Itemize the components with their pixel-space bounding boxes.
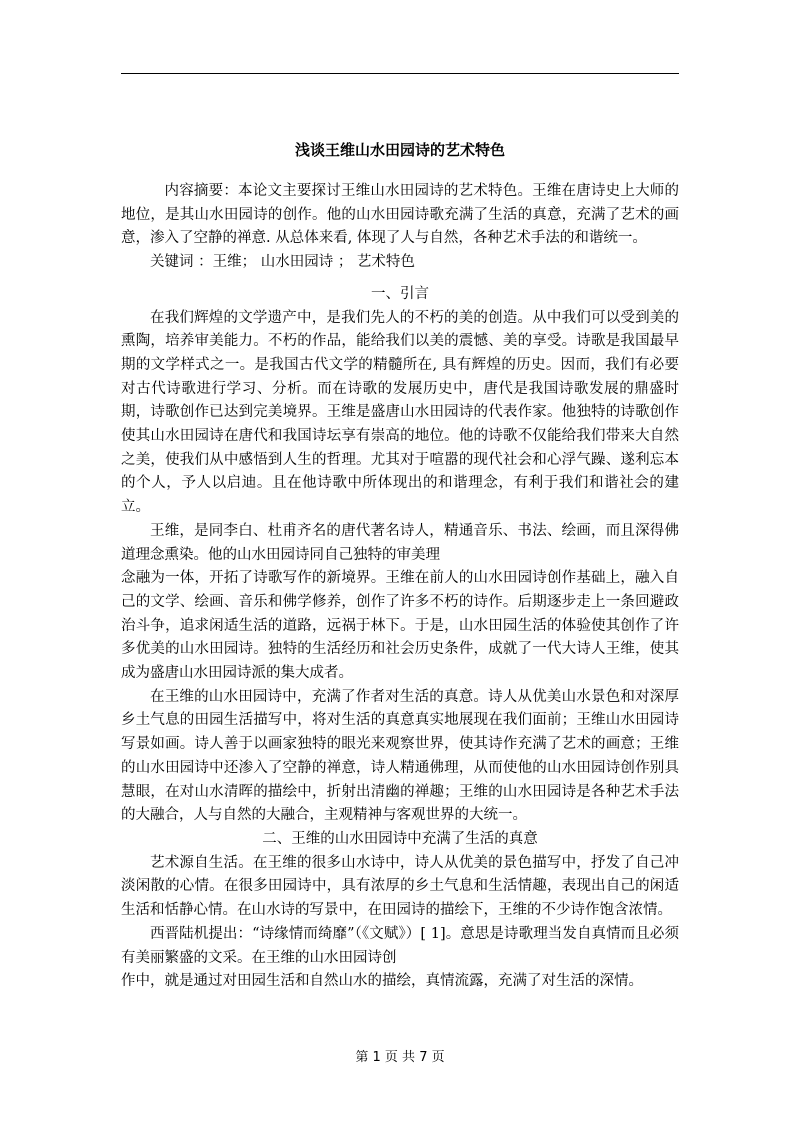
- intro-paragraph-2a: 王维，是同李白、杜甫齐名的唐代著名诗人，精通音乐、书法、绘画，而且深得佛道理念熏染。他的山水田园诗同自己独特的审美理: [121, 522, 679, 563]
- section-heading-introduction: 一、引言: [371, 285, 429, 302]
- section2-paragraph-1: 艺术源自生活。在王维的很多山水诗中，诗人从优美的景色描写中，抒发了自己冲淡闲散的心情。在很多田园诗中，具有浓厚的乡土气息和生活情趣，表现出自己的闲适生活和恬静心情。在山水诗的写景中，在田园诗的描绘下，王维的不少诗作饱含浓情。: [121, 854, 679, 919]
- keywords-line: 关键词 ：王维； 山水田园诗 ； 艺术特色: [150, 254, 415, 271]
- page-number-footer: 第 1 页 共 7 页: [355, 1050, 445, 1065]
- section-heading-two: 二、王维的山水田园诗中充满了生活的真意: [262, 830, 538, 847]
- document-body: [121, 180, 679, 994]
- document-title: 浅谈王维山水田园诗的艺术特色: [294, 141, 505, 159]
- intro-paragraph-2b: 念融为一体，开拓了诗歌写作的新境界。王维在前人的山水田园诗创作基础上，融入自己的文学、绘画、音乐和佛学修养，创作了许多不朽的诗作。后期逐步走上一条回避政治斗争，追求闲适生活的道路，远祸于林下。于是，山水田园生活的体验使其创作了许多优美的山水田园诗。独特的生活经历和社会历史条件，成就了一代大诗人王维，使其成为盛唐山水田园诗派的集大成者。: [121, 570, 679, 682]
- header-rule: [121, 73, 679, 74]
- abstract-paragraph: 内容摘要：本论文主要探讨王维山水田园诗的艺术特色。王维在唐诗史上大师的地位，是其山水田园诗的创作。他的山水田园诗歌充满了生活的真意，充满了艺术的画意，渗入了空静的禅意. 从总体来看, 体现了人与自然，各种艺术手法的和谐统一。: [121, 183, 679, 247]
- intro-paragraph-1: 在我们辉煌的文学遗产中，是我们先人的不朽的美的创造。从中我们可以受到美的熏陶，培养审美能力。不朽的作品，能给我们以美的震憾、美的享受。诗歌是我国最早期的文学样式之一。是我国古代文学的精髓所在, 具有辉煌的历史。因而，我们有必要对古代诗歌进行学习、分析。而在诗歌的发展历史中，唐代是我国诗歌发展的鼎盛时期，诗歌创作已达到完美境界。王维是盛唐山水田园诗的代表作家。他独特的诗歌创作使其山水田园诗在唐代和我国诗坛享有崇高的地位。他的诗歌不仅能给我们带来大自然之美，使我们从中感悟到人生的哲理。尤其对于喧嚣的现代社会和心浮气躁、遂利忘本的个人，予人以启迪。且在他诗歌中所体现出的和谐理念，有利于我们和谐社会的建立。: [121, 309, 679, 516]
- intro-paragraph-3: 在王维的山水田园诗中，充满了作者对生活的真意。诗人从优美山水景色和对深厚乡土气息的田园生活描写中，将对生活的真意真实地展现在我们面前；王维山水田园诗写景如画。诗人善于以画家独特的眼光来观察世界，使其诗作充满了艺术的画意；王维的山水田园诗中还渗入了空静的禅意，诗人精通佛理，从而使他的山水田园诗创作别具慧眼，在对山水清晖的描绘中，折射出清幽的禅趣；王维的山水田园诗是各种艺术手法的大融合，人与自然的大融合，主观精神与客观世界的大统一。: [121, 688, 679, 824]
- section2-paragraph-2a: 西晋陆机提出：“诗缘情而绮靡”（《文赋》）[ 1]。意思是诗歌理当发自真情而且必须有美丽繁盛的文采。在王维的山水田园诗创: [121, 925, 679, 966]
- section2-paragraph-2b: 作中，就是通过对田园生活和自然山水的描绘，真情流露，充满了对生活的深情。: [121, 973, 643, 990]
